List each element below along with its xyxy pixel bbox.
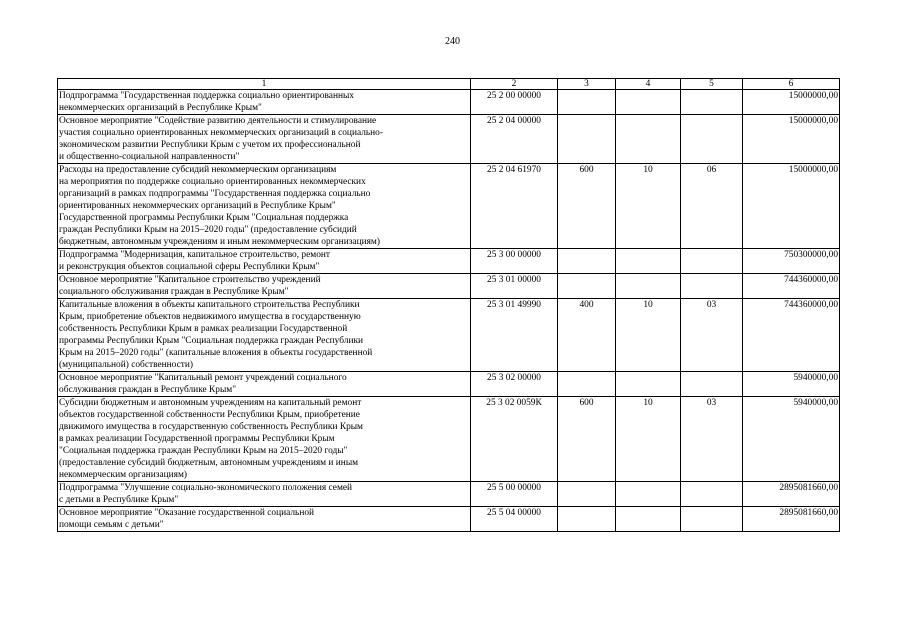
row-description: Капитальные вложения в объекты капитального строительства Республики Крым, приобретение объектов недвижимого имущества в государственную собственность Республики Крым в рамках реализации Государственной программы Республики Крым "Социальная поддержка граждан Республики Крым на 2015–2020 годы" (капитальные вложения в объекты государственной (муниципальной) собственности) — [58, 299, 471, 372]
row-amount: 15000000,00 — [743, 164, 840, 249]
row-code: 25 5 00 00000 — [471, 482, 558, 507]
row-col3 — [558, 249, 616, 274]
row-description: Основное мероприятие "Капитальный ремонт учреждений социального обслуживания граждан в Республике Крым" — [58, 372, 471, 397]
row-amount: 744360000,00 — [743, 299, 840, 372]
row-amount: 5940000,00 — [743, 397, 840, 482]
column-header-1: 1 — [58, 79, 471, 90]
row-col5 — [681, 115, 743, 164]
row-col3 — [558, 372, 616, 397]
row-col5 — [681, 482, 743, 507]
column-header-2: 2 — [471, 79, 558, 90]
row-col4 — [616, 249, 681, 274]
table-row — [58, 299, 840, 372]
row-description: Подпрограмма "Улучшение социально-экономического положения семей с детьми в Республике Крым" — [58, 482, 471, 507]
row-col3: 600 — [558, 164, 616, 249]
row-col4 — [616, 115, 681, 164]
row-col3 — [558, 274, 616, 299]
row-code: 25 3 02 00000 — [471, 372, 558, 397]
row-col3 — [558, 482, 616, 507]
table-row — [58, 482, 840, 507]
row-code: 25 3 02 0059К — [471, 397, 558, 482]
row-description: Основное мероприятие "Оказание государственной социальной помощи семьям с детьми" — [58, 507, 471, 532]
table-row — [58, 164, 840, 249]
table-row — [58, 249, 840, 274]
row-description: Субсидии бюджетным и автономным учреждениям на капитальный ремонт объектов государственной собственности Республики Крым, приобретение движимого имущества в государственную собственность Республики Крым в рамках реализации Государственной программы Республики Крым "Социальная поддержка граждан Республики Крым на 2015–2020 годы" (предоставление субсидий бюджетным, автономным учреждениям и иным некоммерческим организациям) — [58, 397, 471, 482]
row-col3: 400 — [558, 299, 616, 372]
budget-table — [57, 78, 840, 532]
row-col5 — [681, 507, 743, 532]
row-col5 — [681, 90, 743, 115]
row-col4 — [616, 482, 681, 507]
row-code: 25 3 01 00000 — [471, 274, 558, 299]
row-amount: 750300000,00 — [743, 249, 840, 274]
column-header-4: 4 — [616, 79, 681, 90]
row-description: Подпрограмма "Модернизация, капитальное строительство, ремонт и реконструкция объектов социальной сферы Республики Крым" — [58, 249, 471, 274]
row-description: Основное мероприятие "Содействие развитию деятельности и стимулирование участия социально ориентированных некоммерческих организаций в социально- экономическом развитии Республики Крым с учетом их профессиональной и общественно-социальной направленности" — [58, 115, 471, 164]
row-col3: 600 — [558, 397, 616, 482]
page-number: 240 — [445, 36, 460, 47]
row-col5 — [681, 274, 743, 299]
row-description: Расходы на предоставление субсидий некоммерческим организациям на мероприятия по поддержке социально ориентированных некоммерческих организаций в рамках подпрограммы "Государственная поддержка социально ориентированных некоммерческих организаций в Республике Крым" Государственной программы Республики Крым "Социальная поддержка граждан Республики Крым на 2015–2020 годы" (предоставление субсидий бюджетным, автономным учреждениям и иным некоммерческим организациям) — [58, 164, 471, 249]
row-col5: 03 — [681, 299, 743, 372]
row-code: 25 5 04 00000 — [471, 507, 558, 532]
row-col5 — [681, 249, 743, 274]
row-amount: 15000000,00 — [743, 115, 840, 164]
row-amount: 5940000,00 — [743, 372, 840, 397]
table-row — [58, 372, 840, 397]
row-col4: 10 — [616, 299, 681, 372]
column-header-6: 6 — [743, 79, 840, 90]
row-amount: 744360000,00 — [743, 274, 840, 299]
column-header-5: 5 — [681, 79, 743, 90]
row-description: Подпрограмма "Государственная поддержка социально ориентированных некоммерческих организаций в Республике Крым" — [58, 90, 471, 115]
row-col3 — [558, 507, 616, 532]
row-col4 — [616, 274, 681, 299]
row-col3 — [558, 90, 616, 115]
row-col5: 03 — [681, 397, 743, 482]
table-row — [58, 397, 840, 482]
row-code: 25 3 00 00000 — [471, 249, 558, 274]
row-code: 25 3 01 49990 — [471, 299, 558, 372]
table-row — [58, 507, 840, 532]
table-header-row — [58, 79, 840, 90]
row-description: Основное мероприятие "Капитальное строительство учреждений социального обслуживания граждан в Республике Крым" — [58, 274, 471, 299]
row-code: 25 2 04 00000 — [471, 115, 558, 164]
row-col4 — [616, 507, 681, 532]
row-code: 25 2 00 00000 — [471, 90, 558, 115]
row-col4 — [616, 372, 681, 397]
row-col4 — [616, 90, 681, 115]
table-row — [58, 115, 840, 164]
row-col5: 06 — [681, 164, 743, 249]
column-header-3: 3 — [558, 79, 616, 90]
table-row — [58, 90, 840, 115]
row-col3 — [558, 115, 616, 164]
row-code: 25 2 04 61970 — [471, 164, 558, 249]
row-col5 — [681, 372, 743, 397]
row-col4: 10 — [616, 164, 681, 249]
row-col4: 10 — [616, 397, 681, 482]
table-row — [58, 274, 840, 299]
row-amount: 2895081660,00 — [743, 507, 840, 532]
row-amount: 15000000,00 — [743, 90, 840, 115]
row-amount: 2895081660,00 — [743, 482, 840, 507]
